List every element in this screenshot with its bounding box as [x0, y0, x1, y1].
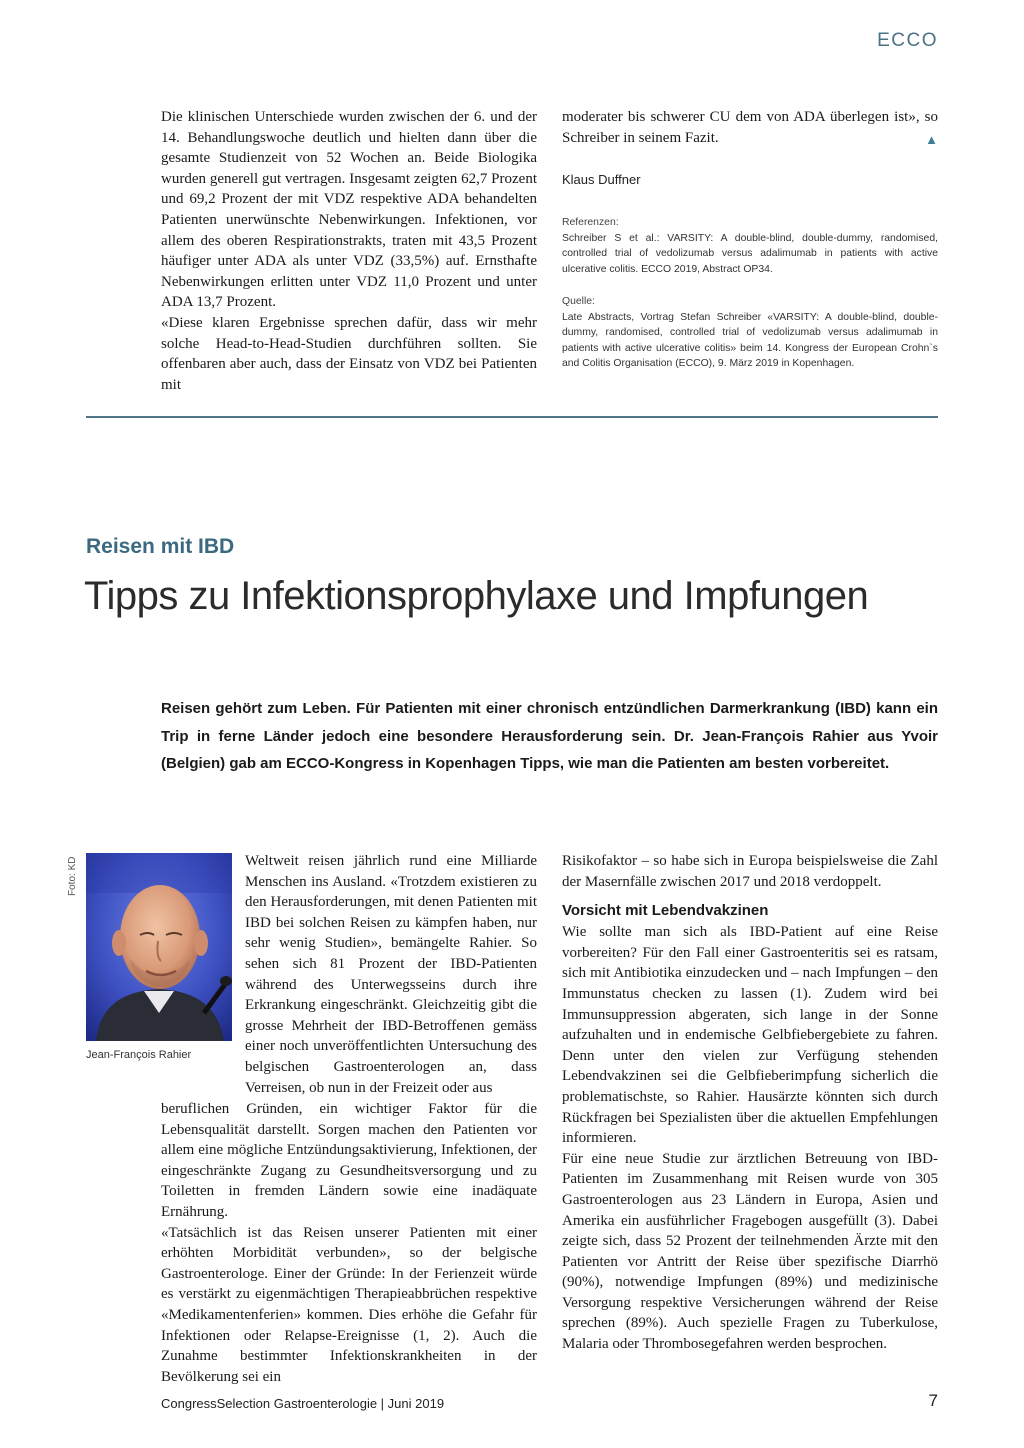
photo-credit-text: Foto: KD	[67, 856, 78, 896]
author-name: Klaus Duffner	[562, 172, 641, 187]
paragraph: «Tatsächlich ist das Reisen unserer Patienten mit einer erhöhten Morbidität verbunden», so der belgische Gastroenterologe. Einer der Gründe: In der Ferienzeit würde es verstärkt zu eigenmächtigen Therapieabbrüchen respektive «Medikamentenferien» kommen. Dies erhöhe die Gefahr für Infektionen oder Relapse-Ereignisse (1, 2). Auch die Zunahme bestimmter Infektionskrankheiten in der Bevölkerung sei ein	[161, 1224, 537, 1385]
paragraph: Die klinischen Unterschiede wurden zwischen der 6. und der 14. Behandlungswoche deutlich und hielten dann über die gesamte Studienzeit von 52 Wochen an. Beide Biologika wurden generell gut vertragen. Insgesamt zeigten 62,7 Prozent und 69,2 Prozent der mit VDZ respektive ADA behandelten Patienten unerwünschte Nebenwirkungen. Infektionen, vor allem des oberen Respirationstrakts, traten mit 43,5 Prozent häufiger unter ADA als unter VDZ (33,5%) auf. Ernsthafte Nebenwirkungen erlitten unter VDZ 11,0 Prozent und unter ADA 13,7 Prozent.	[161, 109, 537, 311]
section-label: ECCO	[877, 30, 938, 51]
article-body-right	[562, 851, 938, 1355]
previous-article-left-column	[161, 107, 537, 395]
article-subheading: Vorsicht mit Lebendvakzinen	[562, 902, 769, 920]
paragraph: Für eine neue Studie zur ärztlichen Betreuung von IBD-Patienten im Zusammenhang mit Reisen wurde von 305 Gastroenterologen aus 23 Ländern in Europa, Asien und Amerika ein ausführlicher Fragebogen ausgefüllt (3). Dabei zeigte sich, dass 52 Prozent der teilnehmenden Ärzte mit den Patienten vor Antritt der Reise über spezifische Diarrhö (90%), notwendige Impfungen (89%) und medizinische Versorgung respektive Versicherungen während der Reise sprechen (89%). Auch spezielle Fragen zu Tuberkulose, Malaria oder Thrombosegefahren werden besprochen.	[562, 1150, 938, 1353]
article-headline: Tipps zu Infektionsprophylaxe und Impfungen	[84, 574, 869, 618]
article-kicker: Reisen mit IBD	[86, 535, 235, 558]
references-heading: Referenzen:	[562, 217, 619, 228]
paragraph: beruflichen Gründen, ein wichtiger Faktor für die Lebensqualität darstellt. Sorgen machen den Patienten vor allem eine mögliche Entzündungsaktivierung, Infektionen, der eingeschränkte Zugang zu Gesundheitsversorgung und zu Toiletten in fremden Ländern sowie eine inadäquate Ernährung.	[161, 1101, 537, 1220]
paragraph: Wie sollte man sich als IBD-Patient auf eine Reise vorbereiten? Für den Fall einer Gastroenteritis sei es ratsam, sich mit Antibiotika einzudecken und – nach Impfungen – den Immunstatus checken zu lassen (1). Zudem wird bei Immunsuppression abgeraten, sich lange in der Sonne aufzuhalten und in endemische Gelbfiebergebiete zu fahren. Denn unter den vielen zur Verfügung stehenden Lebendvakzinen sei die Gelbfieberimpfung sicherlich die problematischste, so Rahier. Hausärzte könnten sich durch Rückfragen bei Spezialisten über die aktuellen Empfehlungen informieren.	[562, 924, 938, 1147]
previous-article-right-column	[562, 107, 938, 150]
paragraph: «Diese klaren Ergebnisse sprechen dafür, dass wir mehr solche Head-to-Head-Studien durchführen sollten. Sie offenbaren aber auch, dass der Einsatz von VDZ bei Patienten mit	[161, 314, 537, 393]
paragraph: Risikofaktor – so habe sich in Europa beispielsweise die Zahl der Masernfälle zwischen 2017 und 2018 verdoppelt.	[562, 853, 938, 890]
article-body-left-wrapped	[245, 851, 537, 1098]
references-text: Schreiber S et al.: VARSITY: A double-blind, double-dummy, randomised, controlled trial of vedolizumab versus adalimumab in patients with active ulcerative colitis. ECCO 2019, Abstract OP34.	[562, 232, 938, 275]
page-number: 7	[928, 1391, 938, 1410]
source-heading: Quelle:	[562, 296, 595, 307]
source	[562, 294, 938, 372]
article-body-left	[161, 1099, 537, 1387]
references	[562, 215, 938, 277]
portrait-photo	[86, 853, 232, 1041]
paragraph: Weltweit reisen jährlich rund eine Milliarde Menschen ins Ausland. «Trotzdem existieren zu den Herausforderungen, mit denen Patienten mit IBD bei solchen Reisen zu kämpfen haben, nur sehr wenig Studien», bemängelte Rahier. So sehen sich 81 Prozent der IBD-Patienten während des Unterwegsseins durch ihre Erkrankung eingeschränkt. Gleichzeitig gibt die grosse Mehrheit der IBD-Betroffenen gemäss einer noch unveröffentlichten Untersuchung des belgischen Gastroenterologen an, dass Verreisen, ob nun in der Freizeit oder aus	[245, 853, 537, 1096]
article-lead: Reisen gehört zum Leben. Für Patienten mit einer chronisch entzündlichen Darmerkrankung (IBD) kann ein Trip in ferne Länder jedoch eine besondere Herausforderung sein. Dr. Jean-François Rahier aus Yvoir (Belgien) gab am ECCO-Kongress in Kopenhagen Tipps, wie man die Patienten am besten vorbereitet.	[161, 700, 938, 772]
footer-publication: CongressSelection Gastroenterologie | Juni 2019	[161, 1396, 445, 1411]
section-divider	[86, 416, 938, 418]
end-of-article-triangle-icon: ▲	[925, 131, 938, 147]
photo-credit	[63, 852, 85, 902]
paragraph-text: moderater bis schwerer CU dem von ADA überlegen ist», so Schreiber in seinem Fazit.	[562, 109, 938, 146]
paragraph	[562, 107, 938, 148]
photo-caption: Jean-François Rahier	[86, 1049, 192, 1061]
source-text: Late Abstracts, Vortrag Stefan Schreiber «VARSITY: A double-blind, double-dummy, randomised, controlled trial of vedolizumab versus adalimumab in patients with active ulcerative colitis» beim 14. Kongress der European Crohn`s and Colitis Organisation (ECCO), 9. März 2019 in Kopenhagen.	[562, 311, 938, 370]
